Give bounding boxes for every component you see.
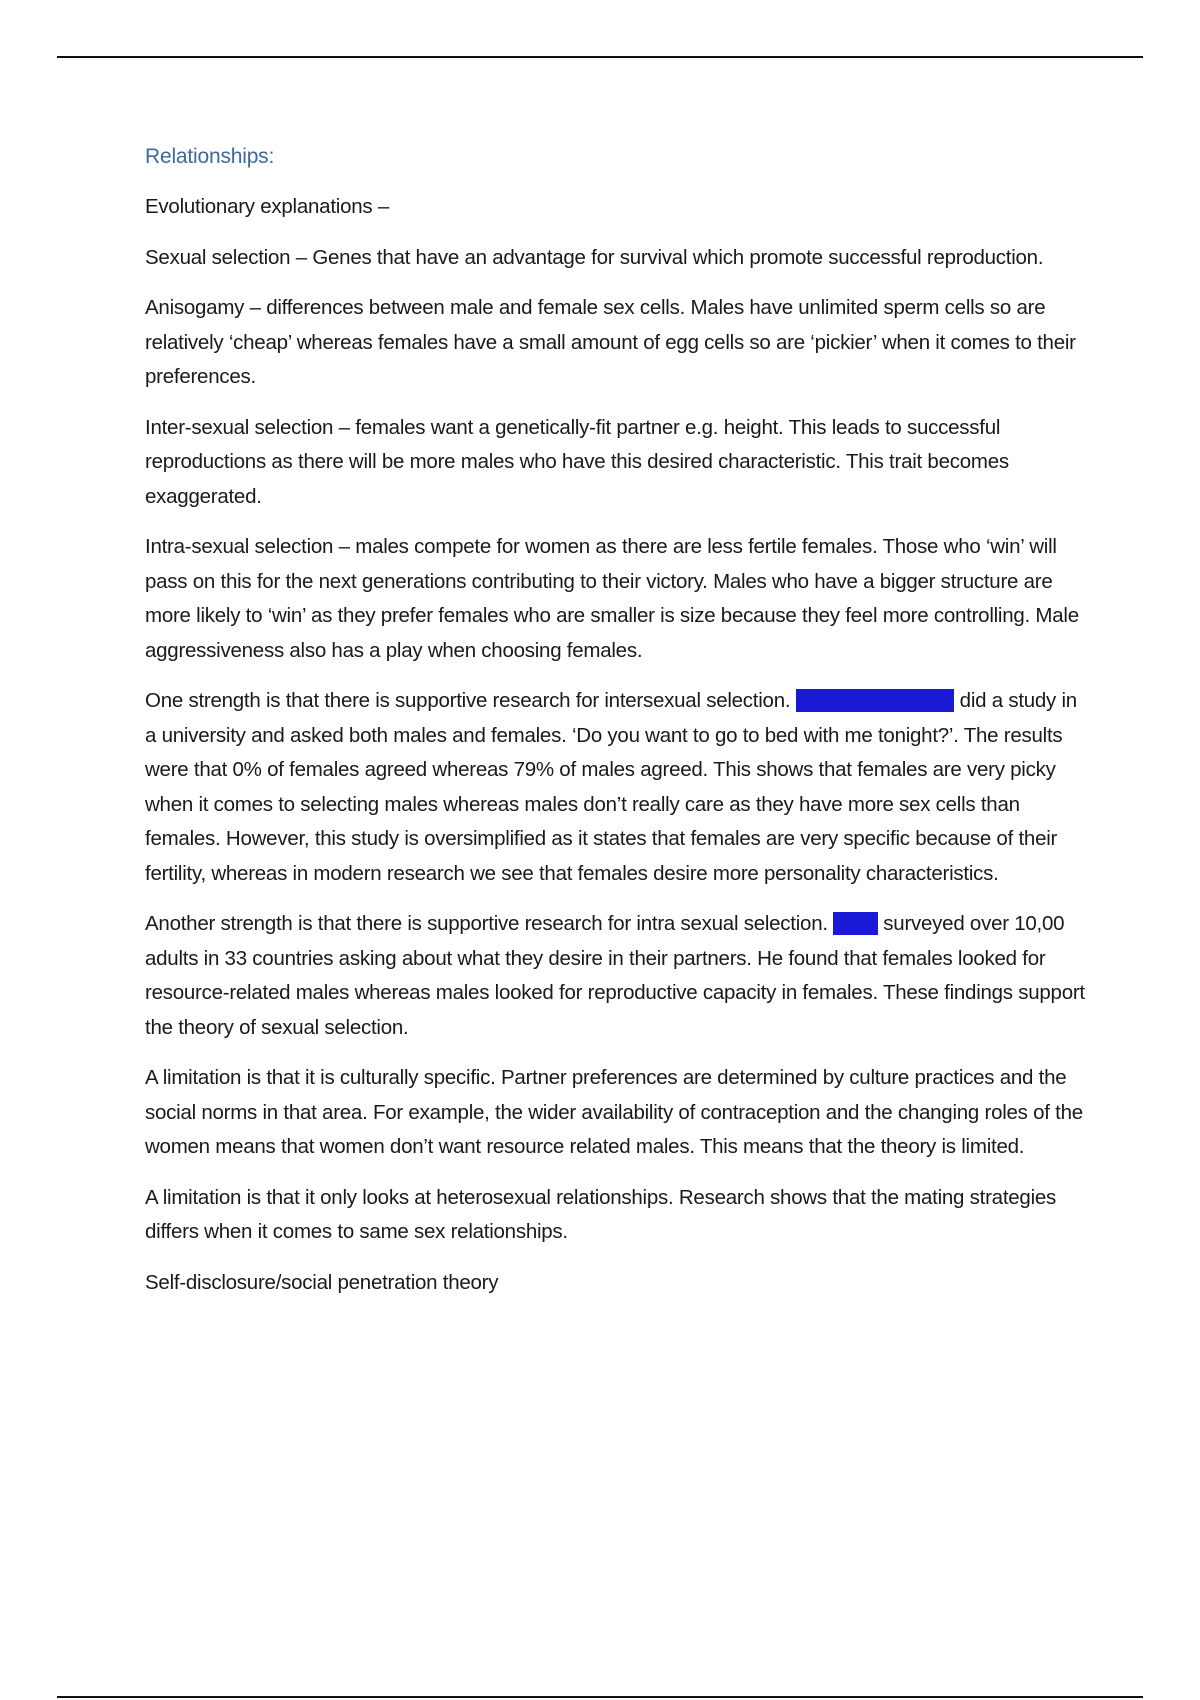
paragraph-strength-2 <box>145 907 1090 1045</box>
footer-rule <box>57 1696 1143 1698</box>
highlighted-citation: Clark and Hatfield <box>795 689 955 712</box>
paragraph-limitation-2: A limitation is that it only looks at heterosexual relationships. Research shows that the mating strategies differs when it comes to same sex relationships. <box>145 1185 1057 1243</box>
header-rule <box>57 56 1143 58</box>
paragraph-intra-sexual: Intra-sexual selection – males compete for women as there are less fertile females. Those who ‘win’ will pass on this for the next generations contributing to their victory. Males who have a bigger structure are more likely to ‘win’ as they prefer females who are smaller is size because they feel more controlling. Male aggressiveness also has a play when choosing females. <box>145 535 1079 662</box>
strength-1-before: One strength is that there is supportive research for intersexual selection. <box>145 689 796 712</box>
strength-2-before: Another strength is that there is supportive research for intra sexual selection. <box>145 912 834 935</box>
strength-2-after: surveyed over 10,00 adults in 33 countries asking about what they desire in their partners. He found that females looked for resource-related males whereas males looked for reproductive capacity in females. These findings support the theory of sexual selection. <box>145 912 1085 1039</box>
paragraph-limitation-1: A limitation is that it is culturally specific. Partner preferences are determined by culture practices and the social norms in that area. For example, the wider availability of contraception and the changing roles of the women means that women don’t want resource related males. This means that the theory is limited. <box>145 1066 1083 1158</box>
section-heading: Relationships: <box>145 145 275 168</box>
highlighted-citation: Buss <box>833 912 878 935</box>
paragraph-strength-1 <box>145 684 1090 891</box>
subheading: Evolutionary explanations – <box>145 195 389 218</box>
document-body <box>145 140 1090 1316</box>
paragraph-sexual-selection: Sexual selection – Genes that have an advantage for survival which promote successful reproduction. <box>145 245 1044 269</box>
next-topic-heading: Self-disclosure/social penetration theory <box>145 1270 499 1294</box>
paragraph-inter-sexual: Inter-sexual selection – females want a genetically-fit partner e.g. height. This leads to successful reproductions as there will be more males who have this desired characteristic. This trait becomes exaggerated. <box>145 415 1009 508</box>
strength-1-after: did a study in a university and asked both males and females. ‘Do you want to go to bed with me tonight?’. The results were that 0% of females agreed whereas 79% of males agreed. This shows that females are very picky when it comes to selecting males whereas males don’t really care as they have more sex cells than females. However, this study is oversimplified as it states that females are very specific because of their fertility, whereas in modern research we see that females desire more personality characteristics. <box>145 689 1077 885</box>
paragraph-anisogamy: Anisogamy – differences between male and female sex cells. Males have unlimited sperm cells so are relatively ‘cheap’ whereas females have a small amount of egg cells so are ‘pickier’ when it comes to their preferences. <box>145 296 1076 388</box>
